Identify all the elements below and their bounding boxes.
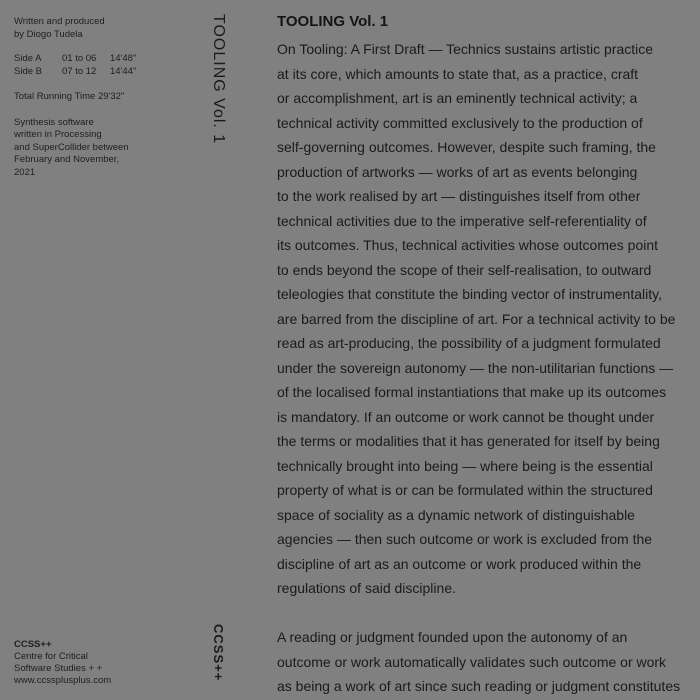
essay-line: its outcomes. Thus, technical activities whose outcomes point xyxy=(277,237,659,253)
essay-line: or accomplishment, art is an eminently technical activity; a xyxy=(277,90,638,106)
essay-line: production of artworks — works of art as events belonging xyxy=(277,163,638,180)
side-tracks: 07 to 12 xyxy=(62,65,97,77)
publisher-name: CCSS++ xyxy=(14,639,52,650)
essay-line: are barred from the discipline of art. For a technical activity to be xyxy=(277,310,676,327)
essay-line: technical activities due to the imperative self-referentiality of xyxy=(277,212,647,229)
software-line: 2021 xyxy=(14,166,36,178)
credits xyxy=(14,16,164,41)
essay-line: A reading or judgment founded upon the autonomy of an xyxy=(277,629,628,645)
side-list xyxy=(14,53,164,78)
essay-line: the terms or modalities that it has generated for itself by being xyxy=(277,433,660,449)
essay-paragraph-1 xyxy=(277,37,700,601)
credits-line: by Diogo Tudela xyxy=(14,28,83,40)
software-line: and SuperCollider between xyxy=(14,141,129,153)
side-row xyxy=(14,66,164,79)
essay-line: regulations of said discipline. xyxy=(277,580,456,596)
essay-line: self-governing outcomes. However, despite such framing, the xyxy=(277,139,656,155)
essay-line: teleologies that constitute the binding vector of instrumentality, xyxy=(277,286,662,302)
publisher-url: www.ccssplusplus.com xyxy=(14,675,112,686)
essay-line: property of what is or can be formulated within the structured xyxy=(277,482,653,498)
essay-line: at its core, which amounts to state that, as a practice, craft xyxy=(277,65,639,82)
side-label: Side B xyxy=(14,65,42,77)
essay-line: space of sociality as a dynamic network of distinguishable xyxy=(277,506,635,523)
side-label: Side A xyxy=(14,53,42,64)
essay-title: TOOLING Vol. 1 xyxy=(277,13,389,30)
publisher-line: Centre for Critical xyxy=(14,651,88,662)
side-duration: 14'44'' xyxy=(110,65,137,77)
essay-line: technically brought into being — where being is the essential xyxy=(277,457,653,474)
side-duration: 14'48'' xyxy=(110,53,137,64)
liner-notes xyxy=(14,16,164,179)
paragraph-gap xyxy=(277,601,700,626)
essay-line: read as art-producing, the possibility of a judgment formulated xyxy=(277,335,661,351)
essay-line: to ends beyond the scope of their self-realisation, to outward xyxy=(277,261,652,278)
spine-label: CCSS++ xyxy=(211,624,226,682)
essay-paragraph-2 xyxy=(277,625,700,699)
essay-line: is mandatory. If an outcome or work cannot be thought under xyxy=(277,408,655,425)
essay xyxy=(277,12,700,700)
essay-line: technical activity committed exclusively to the production of xyxy=(277,114,643,131)
running-time: Total Running Time 29'32'' xyxy=(14,91,125,102)
essay-line: agencies — then such outcome or work is excluded from the xyxy=(277,531,653,547)
software-note xyxy=(14,117,164,180)
software-line: Synthesis software xyxy=(14,116,94,128)
side-row xyxy=(14,53,164,66)
essay-line: On Tooling: A First Draft — Technics sustains artistic practice xyxy=(277,41,654,57)
publisher-line: Software Studies + + xyxy=(14,663,103,674)
essay-line: outcome or work automatically validates such outcome or work xyxy=(277,653,667,670)
software-line: written in Processing xyxy=(14,129,102,140)
essay-line: of the localised formal instantiations that make up its outcomes xyxy=(277,384,667,400)
side-tracks: 01 to 06 xyxy=(62,53,97,64)
essay-line: as being a work of art since such reading or judgment constitutes xyxy=(277,678,681,694)
publisher-block xyxy=(14,639,111,687)
spine-title: TOOLING Vol. 1 xyxy=(210,14,227,145)
essay-line: under the sovereign autonomy — the non-utilitarian functions — xyxy=(277,359,674,376)
essay-line: to the work realised by art — distinguishes itself from other xyxy=(277,188,641,204)
credits-line: Written and produced xyxy=(14,16,105,27)
essay-line: discipline of art as an outcome or work produced within the xyxy=(277,555,642,572)
software-line: February and November, xyxy=(14,154,120,165)
